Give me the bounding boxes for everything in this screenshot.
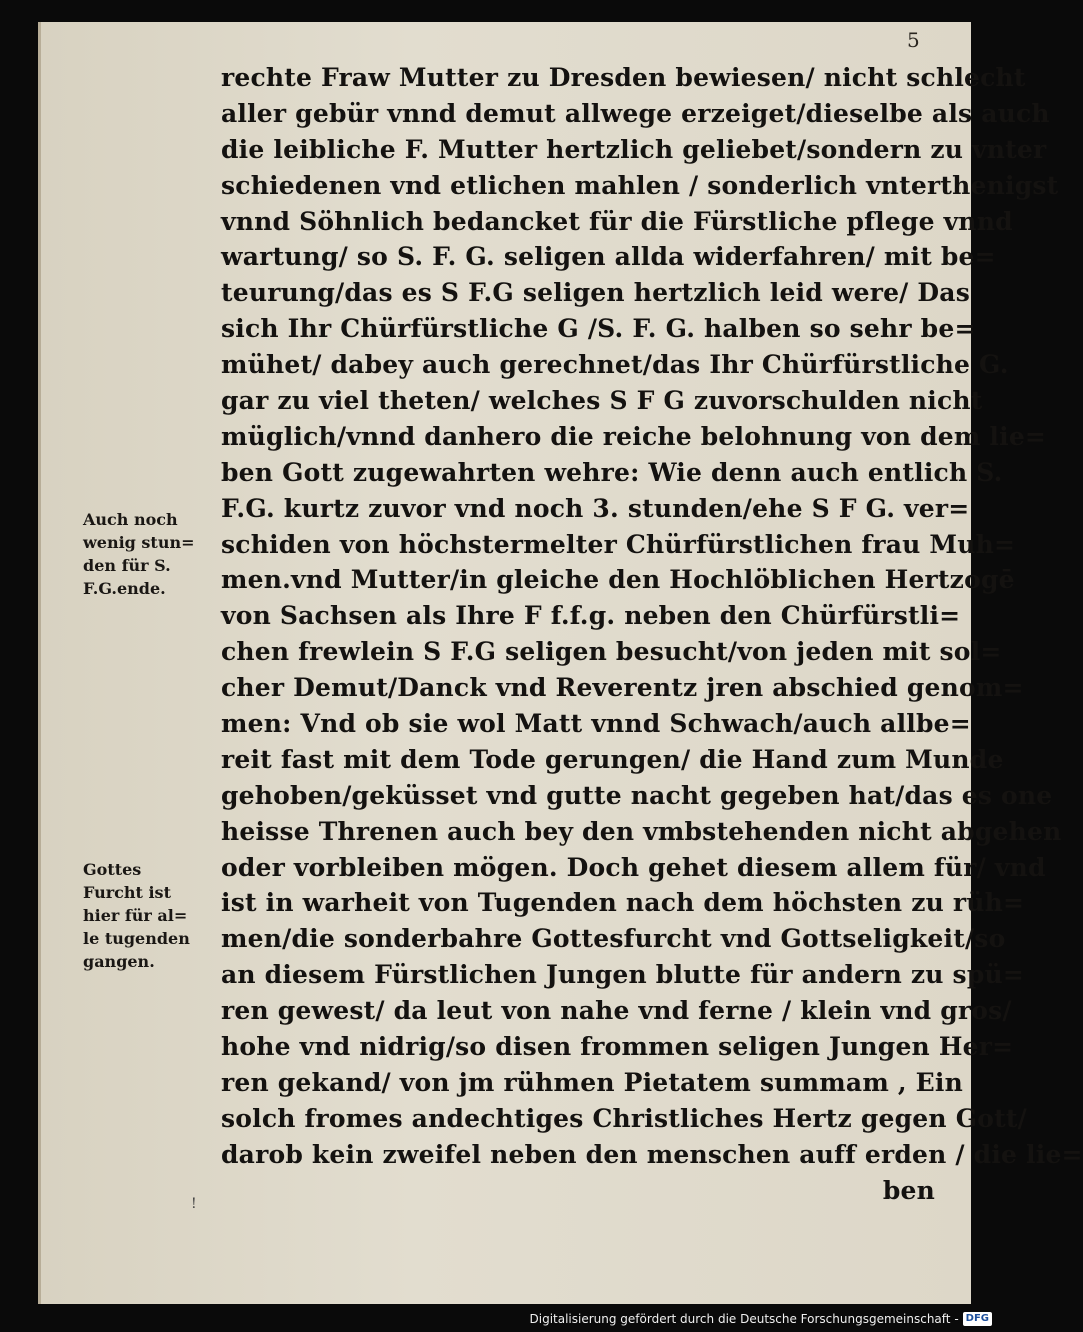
marginal-line: Furcht ist (83, 883, 171, 902)
text-line: teurung/das es S F.G seligen hertzlich leid were/ Das (221, 278, 970, 308)
document-page (38, 22, 1083, 1304)
text-line: ben (882, 1175, 935, 1205)
page-number: 5 (907, 28, 920, 52)
text-line: schiedenen vnd etlichen mahlen / sonderlich vnterthenigst (221, 170, 1059, 200)
bottom-mark: ! (191, 1196, 197, 1212)
text-line: schiden von höchstermelter Chürfürstlichen frau Muh= (221, 529, 1016, 559)
marginal-note-2 (83, 858, 190, 973)
dfg-logo: DFG (963, 1312, 992, 1326)
text-line: aller gebür vnnd demut allwege erzeiget/dieselbe als auch (221, 98, 1050, 128)
text-line: gehoben/geküsset vnd gutte nacht gegeben hat/das es one (221, 780, 1053, 810)
footer-credit (530, 1310, 993, 1328)
marginal-line: le tugenden (83, 929, 190, 948)
text-line: ren gekand/ von jm rühmen Pietatem summam , Ein (221, 1067, 964, 1097)
text-line: men.vnd Mutter/in gleiche den Hochlöblichen Hertzogē (221, 565, 1015, 595)
text-line: cher Demut/Danck vnd Reverentz jren abschied genom= (221, 673, 1024, 703)
text-line: solch fromes andechtiges Christliches Hertz gegen Gott/ (221, 1103, 1027, 1133)
text-line: F.G. kurtz zuvor vnd noch 3. stunden/ehe S F G. ver= (221, 493, 970, 523)
text-line: hohe vnd nidrig/so disen frommen seligen Jungen Her= (221, 1032, 1014, 1062)
text-line: mühet/ dabey auch gerechnet/das Ihr Chürfürstliche G. (221, 350, 1009, 380)
text-line: sich Ihr Chürfürstliche G /S. F. G. halben so sehr be= (221, 314, 976, 344)
text-line: wartung/ so S. F. G. seligen allda widerfahren/ mit be= (221, 242, 996, 272)
text-line: die leibliche F. Mutter hertzlich geliebet/sondern zu vnter (221, 134, 1047, 164)
text-line: ben Gott zugewahrten wehre: Wie denn auch entlich S. (221, 457, 1003, 487)
text-line: men/die sonderbahre Gottesfurcht vnd Gottseligkeit/so (221, 924, 1006, 954)
marginal-line: F.G.ende. (83, 579, 166, 598)
text-line: rechte Fraw Mutter zu Dresden bewiesen/ nicht schlecht (221, 63, 1026, 92)
text-line: chen frewlein S F.G seligen besucht/von jeden mit sol= (221, 637, 1002, 667)
text-line: vnnd Söhnlich bedancket für die Fürstliche pflege vnnd (221, 206, 1013, 236)
marginal-line: hier für al= (83, 906, 188, 925)
text-line: ist in warheit von Tugenden nach dem höchsten zu rüh= (221, 888, 1025, 918)
text-line: an diesem Fürstlichen Jungen blutte für andern zu spü= (221, 960, 1025, 990)
marginal-line: Auch noch (83, 510, 178, 529)
text-line: oder vorbleiben mögen. Doch gehet diesem allem für/ vnd (221, 852, 1046, 882)
text-line: gar zu viel theten/ welches S F G zuvorschulden nicht (221, 386, 983, 416)
text-line: heisse Threnen auch bey den vmbstehenden nicht abgehen (221, 816, 1062, 846)
marginal-line: wenig stun= (83, 533, 195, 552)
text-line: müglich/vnnd danhero die reiche belohnung von dem lie= (221, 421, 1047, 451)
marginal-line: den für S. (83, 556, 171, 575)
footer-credit-text: Digitalisierung gefördert durch die Deutsche Forschungsgemeinschaft - (529, 1312, 959, 1326)
text-line: darob kein zweifel neben den menschen auff erden / die lie= (221, 1139, 1083, 1169)
marginal-line: Gottes (83, 860, 142, 879)
text-line: von Sachsen als Ihre F f.f.g. neben den Chürfürstli= (221, 601, 961, 631)
text-line: ren gewest/ da leut von nahe vnd ferne / klein vnd gros/ (221, 996, 1012, 1026)
body-text (221, 60, 1083, 1209)
text-line: men: Vnd ob sie wol Matt vnnd Schwach/auch allbe= (221, 709, 971, 739)
marginal-line: gangen. (83, 952, 155, 971)
text-line: reit fast mit dem Tode gerungen/ die Hand zum Munde (221, 744, 1004, 774)
marginal-note-1 (83, 508, 195, 600)
